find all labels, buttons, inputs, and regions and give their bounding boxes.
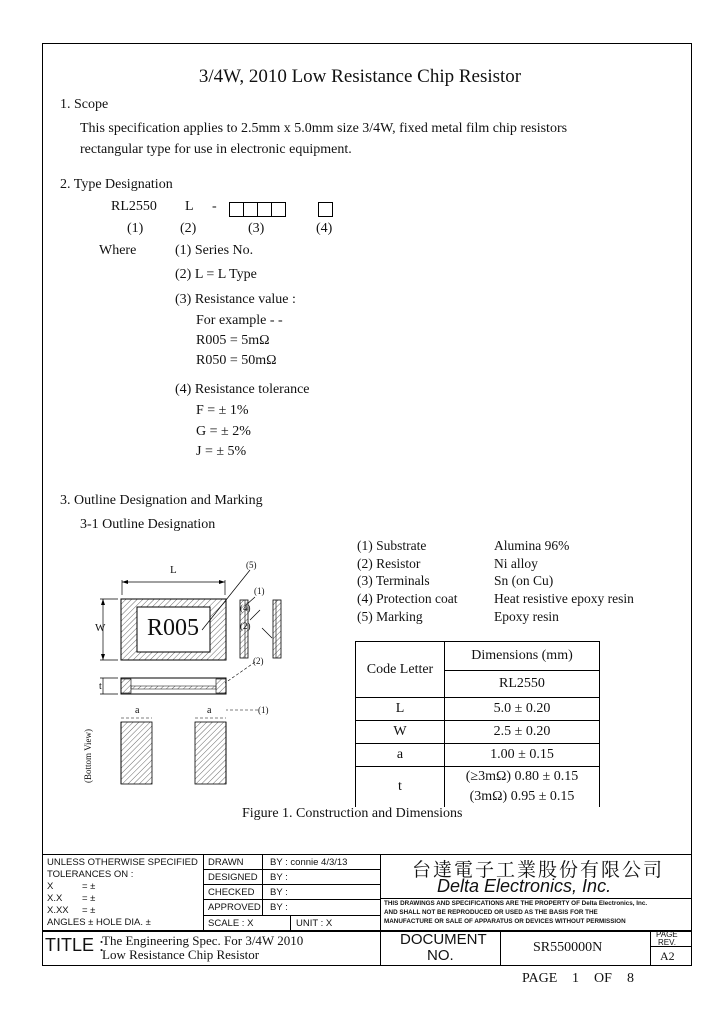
tol-x-eq: = ± bbox=[82, 881, 96, 892]
code-cell: W bbox=[356, 721, 445, 744]
example-label: For example - - bbox=[196, 313, 283, 328]
drawn-by: BY : connie 4/3/13 bbox=[270, 857, 348, 868]
marking-text: R005 bbox=[147, 615, 200, 641]
type-n1: (1) bbox=[127, 221, 144, 236]
document-label: DOCUMENT bbox=[400, 931, 487, 948]
material-5-value: Epoxy resin bbox=[494, 609, 559, 624]
notice-line-2: AND SHALL NOT BE REPRODUCED OR USED AS THE BASIS FOR THE bbox=[384, 909, 598, 916]
material-2: (2) Resistor bbox=[357, 556, 421, 571]
label-t: t bbox=[99, 681, 102, 692]
material-1-value: Alumina 96% bbox=[494, 538, 570, 553]
unless-specified: UNLESS OTHERWISE SPECIFIED bbox=[47, 857, 198, 868]
footer-of-label: OF bbox=[594, 971, 612, 986]
footer-page-label: PAGE bbox=[522, 971, 558, 986]
angles-hole: ANGLES ± HOLE DIA. ± bbox=[47, 917, 151, 928]
rev-label: REV. bbox=[658, 938, 676, 947]
type-n2: (2) bbox=[180, 221, 197, 236]
code-letter-header: Code Letter bbox=[356, 642, 445, 698]
drawn-label: DRAWN bbox=[208, 857, 244, 868]
document-number: SR550000N bbox=[533, 940, 603, 955]
footer-total-pages: 8 bbox=[627, 971, 634, 986]
figure-caption: Figure 1. Construction and Dimensions bbox=[242, 806, 463, 821]
outline-sub: 3-1 Outline Designation bbox=[80, 517, 216, 532]
page-label-small: PAGE bbox=[656, 930, 678, 939]
type-heading: 2. Type Designation bbox=[60, 177, 173, 192]
designed-by: BY : bbox=[270, 872, 288, 883]
code-cell: L bbox=[356, 698, 445, 721]
value-cell: 2.5 ± 0.20 bbox=[445, 721, 600, 744]
scope-heading: 1. Scope bbox=[60, 97, 109, 112]
construction-drawing bbox=[90, 550, 300, 800]
type-series: RL2550 bbox=[111, 199, 157, 214]
approved-label: APPROVED bbox=[208, 902, 261, 913]
material-2-value: Ni alloy bbox=[494, 556, 538, 571]
approved-by: BY : bbox=[270, 902, 288, 913]
label-a-left: a bbox=[135, 705, 140, 716]
item-tolerance: (4) Resistance tolerance bbox=[175, 382, 310, 397]
title-line-1: The Engineering Spec. For 3/4W 2010 bbox=[102, 933, 304, 948]
label-p2-top: (2) bbox=[240, 621, 251, 631]
company-name-en: Delta Electronics, Inc. bbox=[437, 876, 612, 896]
item-l-type: (2) L = L Type bbox=[175, 267, 257, 282]
checked-label: CHECKED bbox=[208, 887, 255, 898]
title-label: TITLE : bbox=[45, 935, 105, 955]
tol-xx: X.X bbox=[47, 893, 63, 904]
label-W: W bbox=[95, 622, 106, 634]
value-cell: 1.00 ± 0.15 bbox=[445, 744, 600, 767]
tolerance-box bbox=[318, 200, 332, 218]
label-p4: (4) bbox=[240, 603, 251, 613]
label-p5: (5) bbox=[246, 560, 257, 570]
value-cell-t bbox=[445, 767, 600, 808]
outline-heading: 3. Outline Designation and Marking bbox=[60, 493, 263, 508]
tol-g: G = ± 2% bbox=[196, 424, 251, 439]
example-r005: R005 = 5mΩ bbox=[196, 333, 270, 348]
tol-j: J = ± 5% bbox=[196, 444, 247, 459]
no-label: NO. bbox=[427, 947, 454, 964]
type-dash: - bbox=[212, 199, 217, 214]
tol-xxx: X.XX bbox=[47, 905, 69, 916]
footer-page-number: 1 bbox=[572, 971, 579, 986]
scope-line-1: This specification applies to 2.5mm x 5.0mm size 3/4W, fixed metal film chip resistors bbox=[80, 121, 568, 136]
material-4-value: Heat resistive epoxy resin bbox=[494, 591, 634, 606]
scale-label: SCALE : X bbox=[208, 918, 254, 929]
designed-label: DESIGNED bbox=[208, 872, 258, 883]
tolerances-on: TOLERANCES ON : bbox=[47, 869, 134, 880]
checked-by: BY : bbox=[270, 887, 288, 898]
code-cell-t: t bbox=[356, 767, 445, 808]
dimensions-header: Dimensions (mm) bbox=[445, 642, 600, 671]
table-row bbox=[356, 744, 600, 767]
t-value-2: (3mΩ) 0.95 ± 0.15 bbox=[469, 789, 575, 804]
label-a-right: a bbox=[207, 705, 212, 716]
tol-f: F = ± 1% bbox=[196, 403, 249, 418]
item-series: (1) Series No. bbox=[175, 243, 254, 258]
title-line-2: Low Resistance Chip Resistor bbox=[102, 947, 260, 962]
item-resistance: (3) Resistance value : bbox=[175, 292, 296, 307]
table-row bbox=[356, 721, 600, 744]
tol-x: X bbox=[47, 881, 54, 892]
example-r050: R050 = 50mΩ bbox=[196, 353, 277, 368]
scope-line-2: rectangular type for use in electronic equipment. bbox=[80, 142, 352, 157]
dimensions-table bbox=[355, 641, 600, 807]
label-bottom-view: (Bottom View) bbox=[83, 728, 93, 783]
type-l: L bbox=[185, 199, 194, 214]
material-3: (3) Terminals bbox=[357, 573, 430, 588]
unit-label: UNIT : X bbox=[296, 918, 333, 929]
value-boxes bbox=[229, 200, 285, 218]
label-p1-top: (1) bbox=[254, 586, 265, 596]
material-4: (4) Protection coat bbox=[357, 591, 458, 606]
material-5: (5) Marking bbox=[357, 609, 423, 624]
label-L: L bbox=[170, 564, 177, 576]
company-name-cn: 台達電子工業股份有限公司 bbox=[412, 859, 665, 881]
t-value-1: (≥3mΩ) 0.80 ± 0.15 bbox=[465, 769, 579, 784]
type-n4: (4) bbox=[316, 221, 333, 236]
notice-line-3: MANUFACTURE OR SALE OF APPARATUS OR DEVICES WITHOUT PERMISSION bbox=[384, 918, 626, 925]
table-row bbox=[356, 698, 600, 721]
notice-line-1: THIS DRAWINGS AND SPECIFICATIONS ARE THE PROPERTY OF Delta Electronics, Inc. bbox=[384, 900, 648, 907]
code-cell: a bbox=[356, 744, 445, 767]
value-cell: 5.0 ± 0.20 bbox=[445, 698, 600, 721]
table-row bbox=[356, 767, 600, 808]
revision-value: A2 bbox=[660, 949, 675, 963]
type-n3: (3) bbox=[248, 221, 265, 236]
label-p2: (2) bbox=[253, 656, 264, 666]
document-title: 3/4W, 2010 Low Resistance Chip Resistor bbox=[198, 66, 522, 87]
label-p1: (1) bbox=[258, 705, 269, 715]
tol-xx-eq: = ± bbox=[82, 893, 96, 904]
material-1: (1) Substrate bbox=[357, 538, 427, 553]
dimensions-series: RL2550 bbox=[445, 671, 600, 698]
material-3-value: Sn (on Cu) bbox=[494, 573, 554, 588]
tol-xxx-eq: = ± bbox=[82, 905, 96, 916]
where-label: Where bbox=[99, 243, 137, 258]
